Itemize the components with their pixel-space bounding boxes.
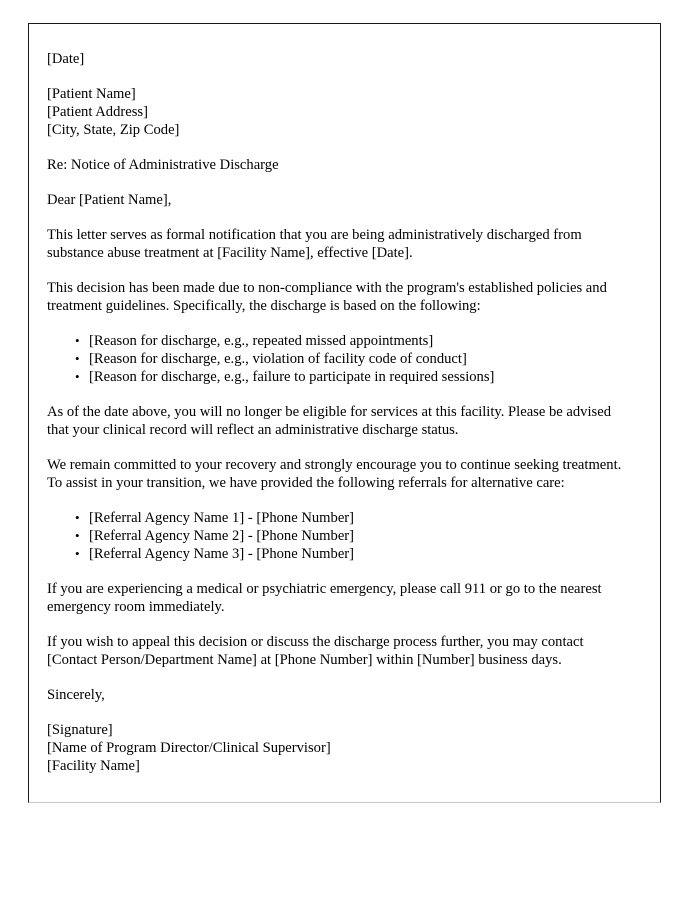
recipient-name: [Patient Name]: [47, 86, 136, 102]
list-item: • [Reason for discharge, e.g., violation of facility code of conduct]: [89, 350, 626, 368]
document-page: [28, 23, 661, 803]
paragraph-referral-intro: We remain committed to your recovery and strongly encourage you to continue seeking treatment. To assist in your transition, we have provided the following referrals for alternative care:: [47, 457, 622, 491]
recipient-address: [Patient Address]: [47, 104, 148, 120]
recipient-city-state-zip: [City, State, Zip Code]: [47, 122, 180, 138]
letter-body: [29, 24, 660, 775]
closing-salutation: Sincerely,: [47, 687, 105, 703]
paragraph-eligibility: As of the date above, you will no longer be eligible for services at this facility. Please be advised that your clinical record will reflect an administrative discharge status.: [47, 404, 611, 438]
list-item: • [Referral Agency Name 1] - [Phone Number]: [89, 509, 626, 527]
signer-facility-name: [Facility Name]: [47, 758, 140, 774]
subject-line: Re: Notice of Administrative Discharge: [47, 157, 279, 173]
signature-placeholder: [Signature]: [47, 722, 113, 738]
signature-block: [47, 721, 626, 775]
recipient-address-block: [47, 85, 626, 139]
date-block: [47, 50, 626, 68]
list-item: • [Reason for discharge, e.g., repeated missed appointments]: [89, 332, 626, 350]
date-line: [Date]: [47, 51, 85, 67]
list-item: • [Referral Agency Name 3] - [Phone Number]: [89, 545, 626, 563]
referral-agencies-list: [47, 509, 626, 563]
discharge-reasons-list: [47, 332, 626, 386]
paragraph-emergency-notice: If you are experiencing a medical or psychiatric emergency, please call 911 or go to the nearest emergency room immediately.: [47, 581, 602, 615]
signer-name-title: [Name of Program Director/Clinical Supervisor]: [47, 740, 331, 756]
list-item: • [Reason for discharge, e.g., failure to participate in required sessions]: [89, 368, 626, 386]
list-item: • [Referral Agency Name 2] - [Phone Number]: [89, 527, 626, 545]
paragraph-appeal-process: If you wish to appeal this decision or discuss the discharge process further, you may contact [Contact Person/Department Name] at [Phone Number] within [Number] business days.: [47, 634, 584, 668]
salutation: Dear [Patient Name],: [47, 192, 172, 208]
paragraph-decision-basis: This decision has been made due to non-compliance with the program's established policies and treatment guidelines. Specifically, the discharge is based on the following:: [47, 280, 607, 314]
paragraph-notification: This letter serves as formal notification that you are being administratively discharged from substance abuse treatment at [Facility Name], effective [Date].: [47, 227, 582, 261]
